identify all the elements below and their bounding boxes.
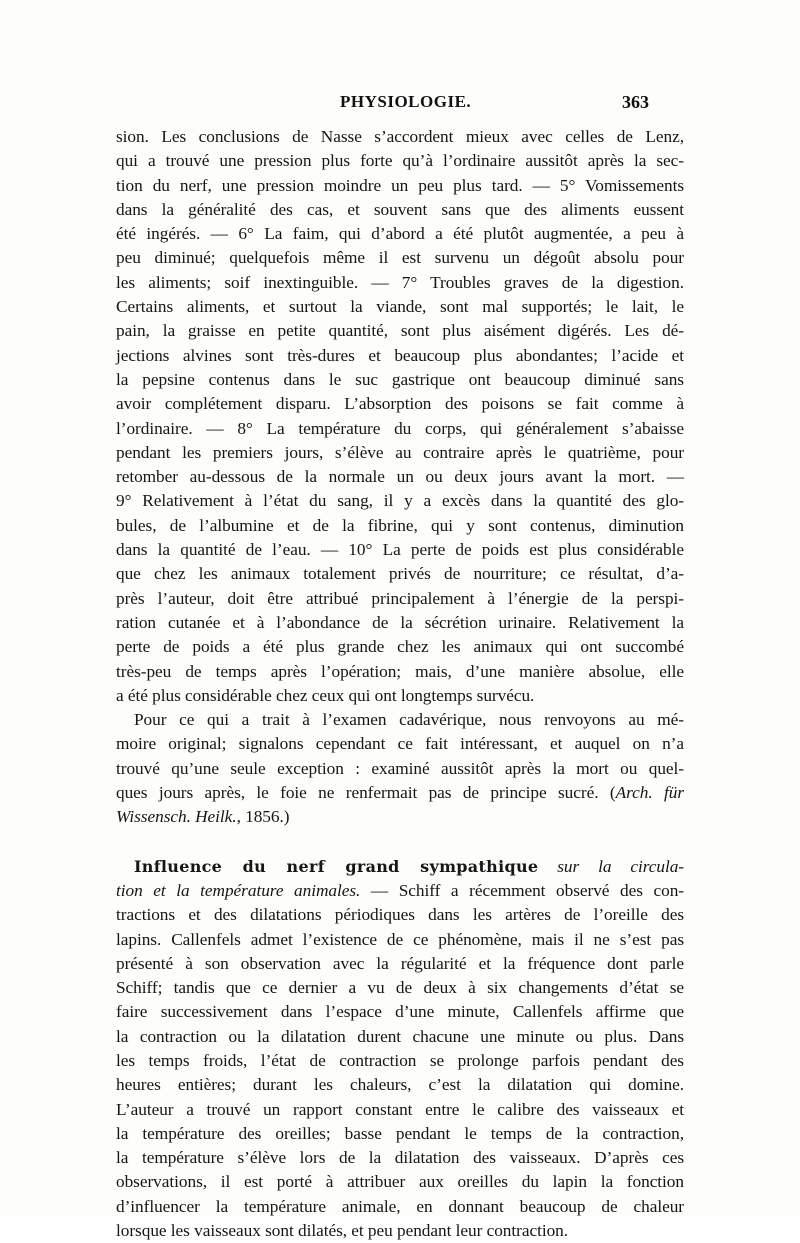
text-line: retomber au-dessous de la normale un ou deux jours avant la mort. — (116, 467, 684, 487)
text-line: avoir complétement disparu. L’absorption des poisons se fait comme à (116, 394, 684, 414)
text-line: qui a trouvé une pression plus forte qu’à l’ordinaire aussitôt après la sec- (116, 151, 684, 171)
paragraph-1 (116, 125, 684, 708)
text-line: peu diminué; quelquefois même il est survenu un dégoût absolu pour (116, 248, 684, 268)
text-line: les aliments; soif inextinguible. — 7° Troubles graves de la digestion. (116, 272, 684, 292)
running-title: PHYSIOLOGIE. (340, 92, 472, 111)
text-line: a été plus considérable chez ceux qui ont longtemps survécu. (116, 685, 535, 705)
text-line: tractions et des dilatations périodiques dans les artères de l’oreille des (116, 905, 684, 925)
running-header (0, 92, 800, 122)
text-line: lorsque les vaisseaux sont dilatés, et peu pendant leur contraction. (116, 1221, 569, 1241)
section-title-tail: sur la circula- (538, 856, 684, 876)
text-line: présenté à son observation avec la régularité et la fréquence dont parle (116, 953, 684, 973)
paragraph-2 (116, 708, 684, 829)
text-line: pain, la graisse en petite quantité, sont plus aisément digérés. Les dé- (116, 321, 684, 341)
text-line: sion. Les conclusions de Nasse s’accordent mieux avec celles de Lenz, (116, 127, 684, 146)
text-line: 9° Relativement à l’état du sang, il y a excès dans la quantité des glo- (116, 491, 684, 511)
citation-journal: Arch. für (615, 783, 685, 803)
text-line: que chez les animaux totalement privés de nourriture; ce résultat, d’a- (116, 564, 684, 584)
body-text (116, 125, 684, 1243)
section-subtitle: tion et la température animales. (116, 880, 361, 900)
text-line (116, 879, 684, 903)
text-line: bules, de l’albumine et de la fibrine, qui y sont contenus, diminution (116, 515, 684, 535)
paragraph-3 (116, 855, 684, 1243)
text-line: Certains aliments, et surtout la viande, sont mal supportés; le lait, le (116, 297, 684, 317)
section-gap (116, 830, 684, 855)
section-title: Influence du nerf grand sympathique (134, 856, 539, 876)
text-line: trouvé qu’une seule exception : examiné aussitôt après la mort ou quel- (116, 758, 684, 778)
text-line: dans la généralité des cas, et souvent sans que des aliments eussent (116, 199, 684, 219)
text-line: dans la quantité de l’eau. — 10° La perte de poids est plus considérable (116, 540, 684, 560)
text-line: la température s’élève lors de la dilatation des vaisseaux. D’après ces (116, 1148, 684, 1168)
citation-open: ( (609, 783, 616, 803)
citation-year: , 1856.) (236, 807, 290, 827)
text-line: Schiff; tandis que ce dernier a vu de deux à six changements d’état se (116, 978, 684, 998)
text-line: Pour ce qui a trait à l’examen cadavérique, nous renvoyons au mé- (134, 710, 684, 730)
text-line (116, 855, 684, 879)
text-line: très-peu de temps après l’opération; mais, d’une manière absolue, elle (116, 661, 684, 681)
text-line: d’influencer la température animale, en donnant beaucoup de chaleur (116, 1196, 684, 1216)
text-line: tion du nerf, une pression moindre un peu plus tard. — 5° Vomissements (116, 175, 684, 195)
text-line (116, 805, 684, 829)
text-line: moire original; signalons cependant ce fait intéressant, et auquel on n’a (116, 734, 684, 754)
text-line: les temps froids, l’état de contraction se prolonge parfois pendant des (116, 1050, 684, 1070)
text-line: la contraction ou la dilatation durent chacune une minute ou plus. Dans (116, 1026, 684, 1046)
text-line: près l’auteur, doit être attribué principalement à l’énergie de la perspi- (116, 588, 684, 608)
text-line: été ingérés. — 6° La faim, qui d’abord a été plutôt augmentée, a peu à (116, 224, 684, 244)
text-line: ration cutanée et à l’abondance de la sécrétion urinaire. Relativement la (116, 612, 684, 632)
text-segment: — Schiff a récemment observé des con- (360, 880, 684, 900)
citation-journal-cont: Wissensch. Heilk. (116, 807, 237, 827)
text-line: perte de poids a été plus grande chez les animaux qui ont succombé (116, 637, 684, 657)
text-line: observations, il est porté à attribuer aux oreilles du lapin la fonction (116, 1172, 684, 1192)
text-line: lapins. Callenfels admet l’existence de ce phénomène, mais il ne s’est pas (116, 929, 684, 949)
text-line (116, 781, 684, 805)
text-line: jections alvines sont très-dures et beaucoup plus abondantes; l’acide et (116, 345, 684, 365)
text-line: l’ordinaire. — 8° La température du corps, qui généralement s’abaisse (116, 418, 684, 438)
page-number: 363 (622, 92, 649, 112)
text-line: la pepsine contenus dans le suc gastrique ont beaucoup diminué sans (116, 369, 684, 389)
text-line: la température des oreilles; basse pendant le temps de la contraction, (116, 1123, 684, 1143)
text-line: pendant les premiers jours, s’élève au contraire après le quatrième, pour (116, 442, 684, 462)
text-segment: ques jours après, le foie ne renfermait pas de principe sucré. (116, 783, 599, 803)
text-line: faire successivement dans l’espace d’une minute, Callenfels affirme que (116, 1002, 684, 1022)
text-line: heures entières; durant les chaleurs, c’est la dilatation qui domine. (116, 1075, 684, 1095)
text-line: L’auteur a trouvé un rapport constant entre le calibre des vaisseaux et (116, 1099, 684, 1119)
